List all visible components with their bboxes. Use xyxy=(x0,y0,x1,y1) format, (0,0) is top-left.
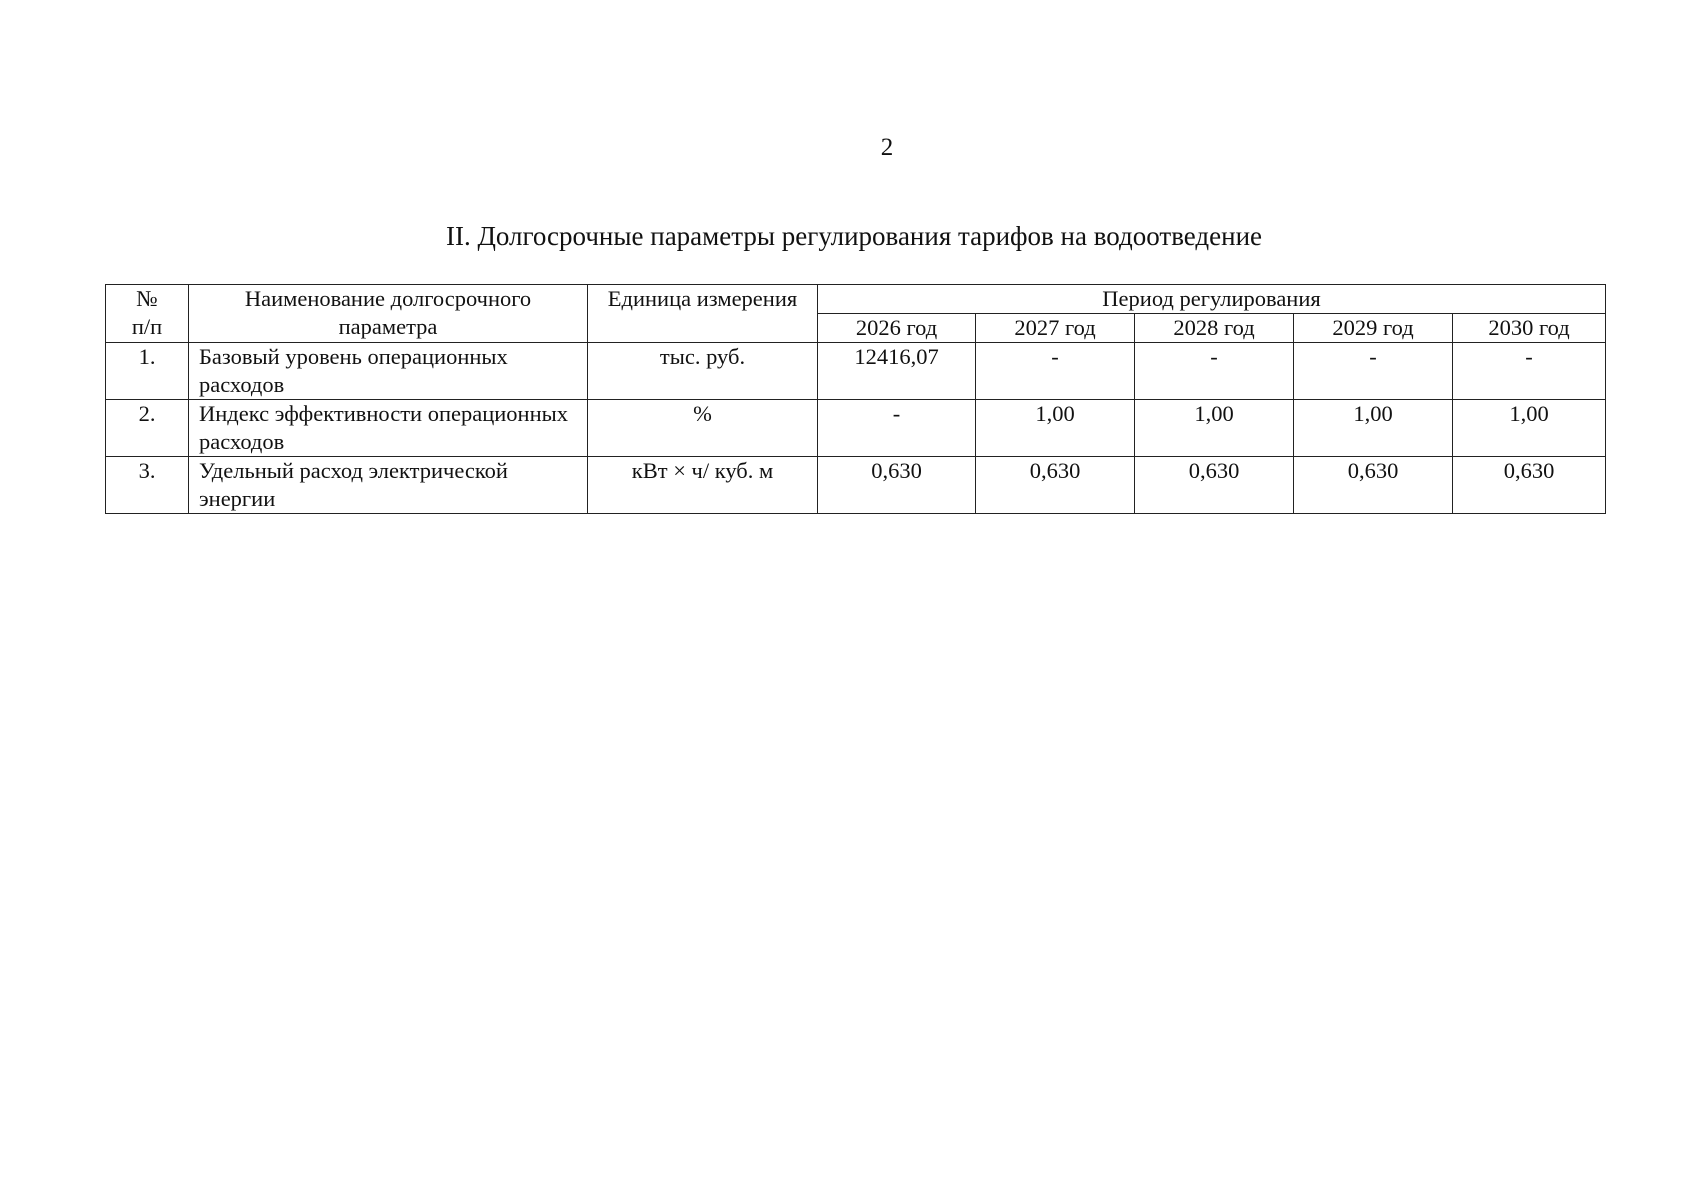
row-num: 1. xyxy=(106,343,189,400)
header-period: Период регулирования xyxy=(818,285,1606,314)
parameters-table xyxy=(105,284,1606,514)
table-row xyxy=(106,457,1606,514)
header-year: 2026 год xyxy=(818,314,976,343)
row-unit: % xyxy=(588,400,818,457)
row-value: - xyxy=(1294,343,1453,400)
row-value: 12416,07 xyxy=(818,343,976,400)
header-year: 2027 год xyxy=(976,314,1135,343)
row-value: - xyxy=(1135,343,1294,400)
row-value: 0,630 xyxy=(1453,457,1606,514)
row-unit: тыс. руб. xyxy=(588,343,818,400)
row-name: Удельный расход электрической энергии xyxy=(189,457,588,514)
section-title: II. Долгосрочные параметры регулирования тарифов на водоотведение xyxy=(445,221,1263,251)
row-unit: кВт × ч/ куб. м xyxy=(588,457,818,514)
row-value: 1,00 xyxy=(1135,400,1294,457)
header-unit: Единица измерения xyxy=(588,285,818,343)
header-num-text: № п/п xyxy=(131,286,163,339)
header-year: 2029 год xyxy=(1294,314,1453,343)
row-value: - xyxy=(818,400,976,457)
row-name: Индекс эффективности операционных расходов xyxy=(189,400,588,457)
header-name: Наименование долгосрочного параметра xyxy=(189,285,588,343)
row-value: 0,630 xyxy=(818,457,976,514)
row-value: 1,00 xyxy=(1453,400,1606,457)
table-header-row xyxy=(106,285,1606,314)
row-value: 1,00 xyxy=(976,400,1135,457)
row-value: 0,630 xyxy=(1135,457,1294,514)
table-row xyxy=(106,400,1606,457)
page-number: 2 xyxy=(880,134,894,161)
header-num xyxy=(106,285,189,343)
row-num: 2. xyxy=(106,400,189,457)
row-name: Базовый уровень операционных расходов xyxy=(189,343,588,400)
row-value: 0,630 xyxy=(1294,457,1453,514)
row-value: - xyxy=(976,343,1135,400)
row-value: 0,630 xyxy=(976,457,1135,514)
row-num: 3. xyxy=(106,457,189,514)
header-year: 2030 год xyxy=(1453,314,1606,343)
header-year: 2028 год xyxy=(1135,314,1294,343)
row-value: 1,00 xyxy=(1294,400,1453,457)
row-value: - xyxy=(1453,343,1606,400)
table-row xyxy=(106,343,1606,400)
